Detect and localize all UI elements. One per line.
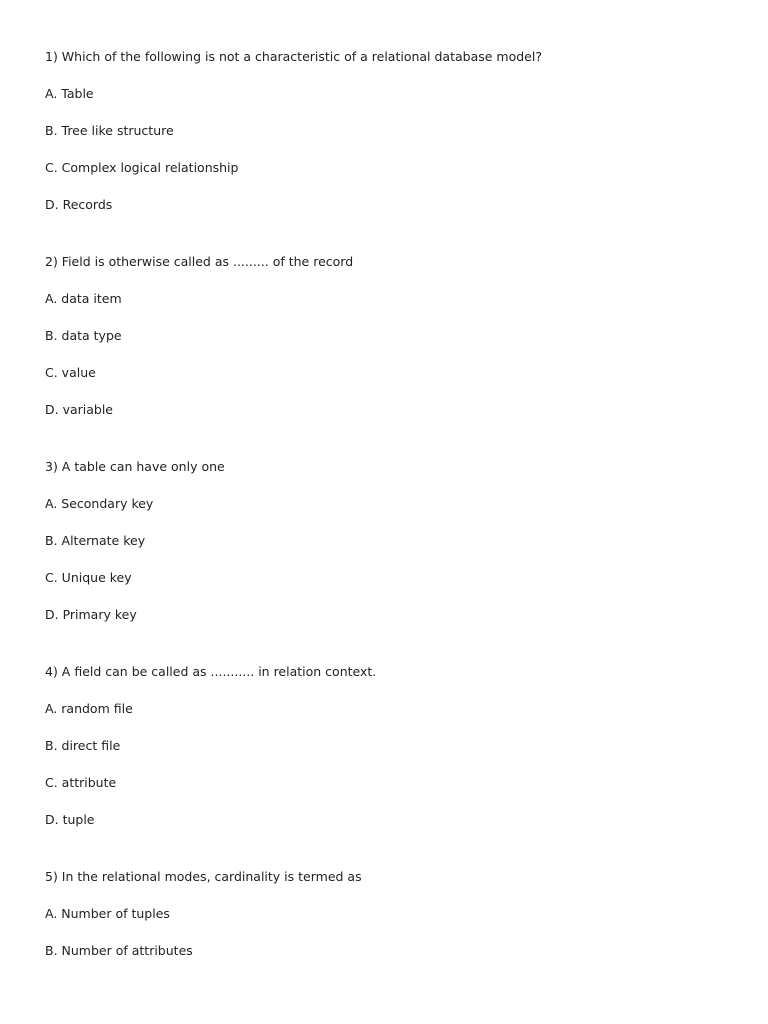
question-text: 5) In the relational modes, cardinality is termed as (45, 869, 362, 884)
option-a: A. random file (45, 701, 133, 716)
option-b: B. direct file (45, 738, 121, 753)
option-a: A. data item (45, 291, 122, 306)
option-d: D. tuple (45, 812, 95, 827)
option-d: D. variable (45, 402, 113, 417)
option-d: D. Primary key (45, 607, 137, 622)
option-a: A. Number of tuples (45, 906, 170, 921)
option-c: C. Complex logical relationship (45, 160, 239, 175)
question-text: 1) Which of the following is not a characteristic of a relational database model? (45, 49, 542, 64)
question-text: 3) A table can have only one (45, 459, 225, 474)
option-a: A. Secondary key (45, 496, 154, 511)
question-text: 4) A field can be called as ........... in relation context. (45, 664, 377, 679)
option-a: A. Table (45, 86, 94, 101)
option-c: C. attribute (45, 775, 117, 790)
option-b: B. Alternate key (45, 533, 146, 548)
option-b: B. data type (45, 328, 122, 343)
option-b: B. Number of attributes (45, 943, 193, 958)
option-d: D. Records (45, 197, 113, 212)
option-c: C. Unique key (45, 570, 132, 585)
question-text: 2) Field is otherwise called as ......... of the record (45, 254, 354, 269)
option-c: C. value (45, 365, 96, 380)
option-b: B. Tree like structure (45, 123, 174, 138)
